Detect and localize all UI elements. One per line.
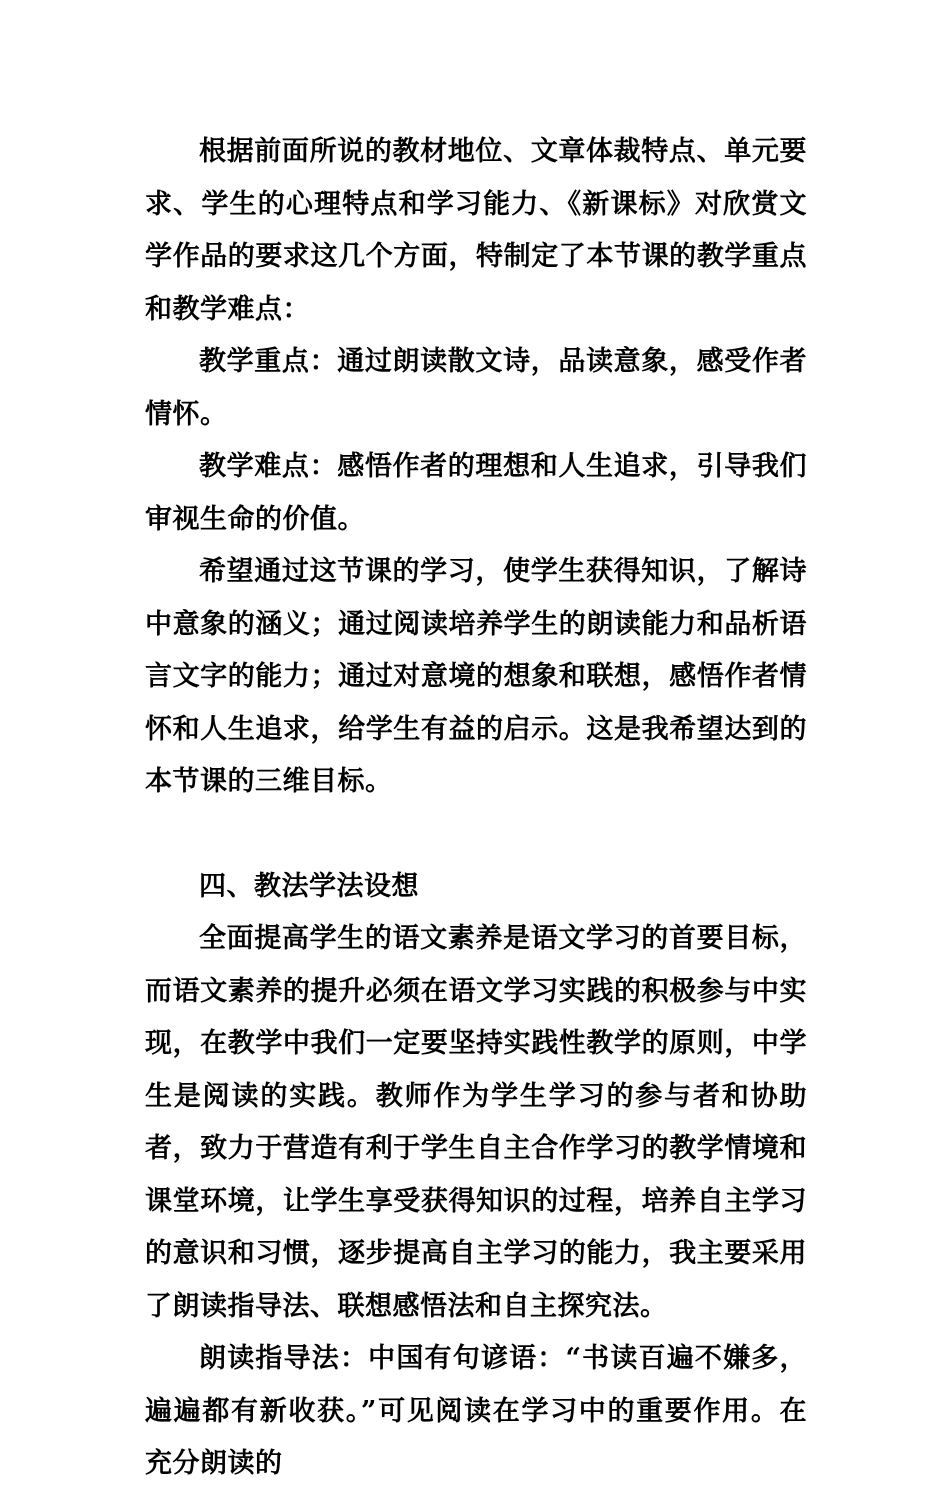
paragraph-teaching-difficulty: 教学难点：感悟作者的理想和人生追求，引导我们审视生命的价值。: [145, 451, 807, 535]
paragraph-teaching-methods: 全面提高学生的语文素养是语文学习的首要目标，而语文素养的提升必须在语文学习实践的积极参与中实现，在教学中我们一定要坚持实践性教学的原则，中学生是阅读的实践。教师作为学生学习的参与者和协助者，致力于营造有利于学生自主合作学习的教学情境和课堂环境，让学生享受获得知识的过程，培养自主学习的意识和习惯，逐步提高自主学习的能力，我主要采用了朗读指导法、联想感悟法和自主探究法。: [145, 923, 807, 1322]
paragraph-reading-guidance: 朗读指导法：中国有句谚语：“书读百遍不嫌多，遍遍都有新收获。”可见阅读在学习中的重要作用。在充分朗读的: [145, 1343, 807, 1479]
section-spacer: [145, 809, 807, 861]
paragraph-teaching-focus: 教学重点：通过朗读散文诗，品读意象，感受作者情怀。: [145, 346, 807, 430]
paragraph-key-points-rationale: 根据前面所说的教材地位、文章体裁特点、单元要求、学生的心理特点和学习能力、《新课标》对欣赏文学作品的要求这几个方面，特制定了本节课的教学重点和教学难点：: [145, 136, 807, 325]
paragraph-three-dimensional-goals: 希望通过这节课的学习，使学生获得知识，了解诗中意象的涵义；通过阅读培养学生的朗读能力和品析语言文字的能力；通过对意境的想象和联想，感悟作者情怀和人生追求，给学生有益的启示。这是我希望达到的本节课的三维目标。: [145, 556, 807, 797]
document-body: [145, 126, 807, 1491]
section-heading: 四、教法学法设想: [199, 870, 419, 902]
